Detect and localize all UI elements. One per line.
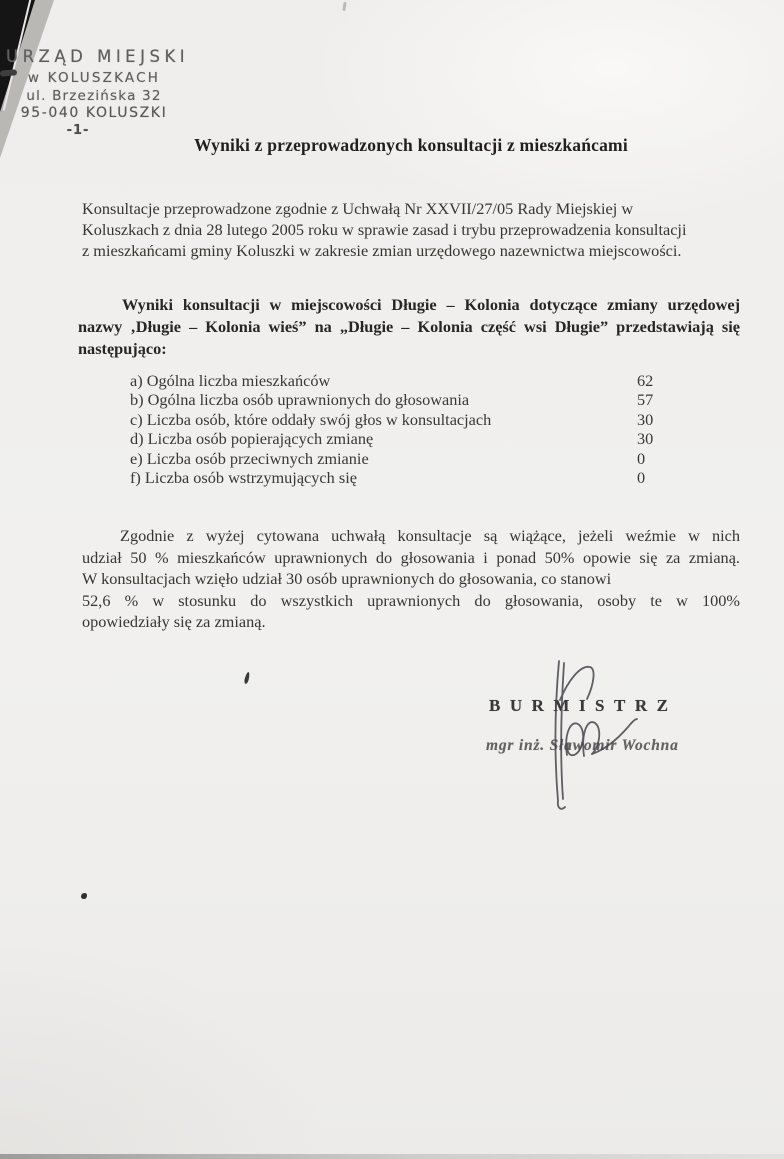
result-value: 30 bbox=[637, 429, 654, 449]
paragraph-line: Wyniki konsultacji w miejscowości Długie – Kolonia dotyczące zmiany urzędowej bbox=[122, 295, 740, 314]
paragraph-line: W konsultacjach wzięło udział 30 osób uprawnionych do głosowania, co stanowi bbox=[82, 569, 612, 589]
paragraph-line: Koluszkach z dnia 28 lutego 2005 roku w sprawie zasad i trybu przeprowadzenia konsultacji bbox=[82, 220, 687, 240]
result-label: d) Liczba osób popierających zmianę bbox=[130, 429, 374, 449]
ink-dot-mark bbox=[81, 893, 87, 899]
stamp-org-name: URZĄD MIEJSKI bbox=[6, 47, 190, 66]
result-label: e) Liczba osób przeciwnych zmianie bbox=[130, 448, 369, 468]
handwritten-signature bbox=[540, 653, 650, 818]
scan-speck-top bbox=[342, 2, 346, 11]
stamp-org-city: w KOLUSZKACH bbox=[27, 70, 161, 86]
scan-bottom-edge-shadow bbox=[0, 1154, 784, 1159]
signer-name-stamp: mgr inż. Sławomir Wochna bbox=[486, 737, 679, 754]
list-item bbox=[130, 468, 690, 487]
list-item bbox=[130, 390, 690, 409]
result-label: b) Ogólna liczba osób uprawnionych do głosowania bbox=[130, 390, 470, 410]
list-item bbox=[130, 371, 690, 390]
stamp-postal: 95-040 KOLUSZKI bbox=[20, 105, 168, 121]
result-value: 0 bbox=[637, 467, 646, 487]
paragraph-line: następująco: bbox=[78, 338, 167, 358]
paragraph-line: Konsultacje przeprowadzone zgodnie z Uchwałą Nr XXVII/27/05 Rady Miejskiej w bbox=[82, 199, 634, 218]
page-number-marker: -1- bbox=[66, 123, 90, 138]
result-value: 62 bbox=[637, 371, 654, 390]
list-item bbox=[130, 429, 690, 448]
result-value: 0 bbox=[637, 448, 646, 468]
list-item bbox=[130, 449, 690, 468]
paragraph-line: z mieszkańcami gminy Koluszki w zakresie zmian urzędowego nazewnictwa miejscowości. bbox=[82, 241, 682, 261]
paragraph-line: nazwy ‚Długie – Kolonia wieś” na „Długie – Kolonia część wsi Długie” przedstawiają się bbox=[78, 316, 740, 336]
list-item bbox=[130, 410, 690, 429]
result-label: c) Liczba osób, które oddały swój głos w konsultacjach bbox=[130, 409, 492, 429]
stamp-street: ul. Brzezińska 32 bbox=[26, 88, 162, 104]
stray-ink-apostrophe-mark bbox=[244, 672, 251, 685]
result-label: f) Liczba osób wstrzymujących się bbox=[130, 467, 357, 487]
conclusion-paragraph bbox=[82, 525, 740, 633]
signer-role-stamp: BURMISTRZ bbox=[489, 696, 678, 715]
office-header-stamp bbox=[6, 47, 190, 138]
document-title: Wyniki z przeprowadzonych konsultacji z mieszkańcami bbox=[194, 135, 628, 155]
result-value: 30 bbox=[637, 409, 654, 429]
paragraph-line: Zgodnie z wyżej cytowana uchwałą konsultacje są wiążące, jeżeli weźmie w nich bbox=[120, 526, 740, 545]
result-label: a) Ogólna liczba mieszkańców bbox=[130, 371, 331, 390]
paragraph-line: 52,6 % w stosunku do wszystkich uprawnionych do głosowania, osoby te w 100% bbox=[82, 590, 740, 610]
paragraph-line: opowiedziały się za zmianą. bbox=[82, 612, 266, 632]
consultation-results-list bbox=[130, 371, 690, 487]
result-value: 57 bbox=[637, 390, 654, 410]
intro-paragraph bbox=[82, 198, 740, 262]
results-intro-paragraph bbox=[78, 294, 740, 359]
paragraph-line: udział 50 % mieszkańców uprawnionych do głosowania i ponad 50% opowie się za zmianą. bbox=[82, 547, 740, 567]
